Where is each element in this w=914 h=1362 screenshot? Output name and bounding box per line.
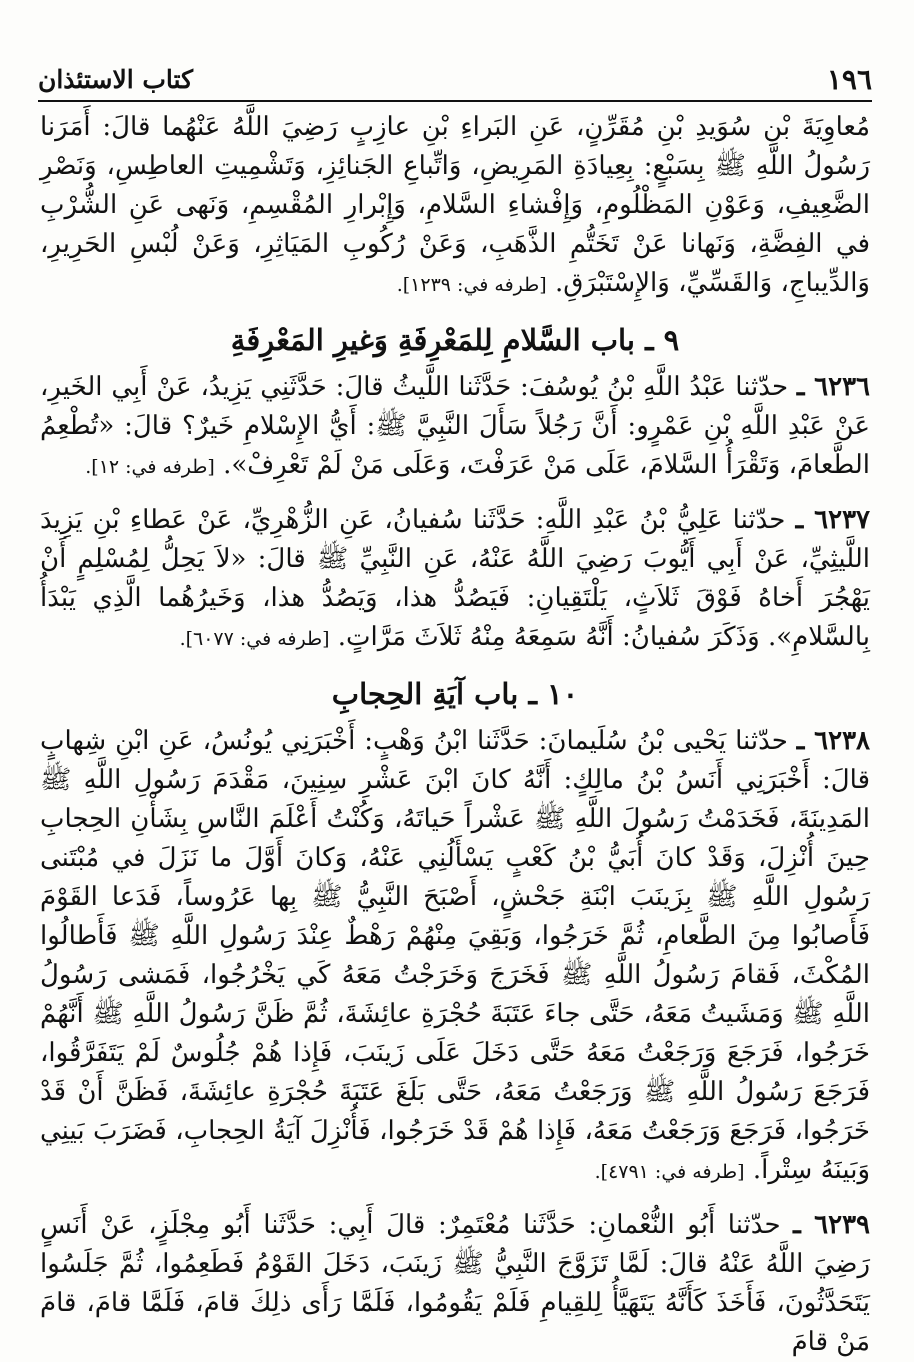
intro-text: مُعاوِيَةَ بْنِ سُوَيدِ بْنِ مُقَرِّنٍ، عَنِ البَراءِ بْنِ عازِبٍ رَضِيَ اللَّهُ عَنْهُما قالَ: أَمَرَنا رَسُولُ اللَّهِ ﷺ بِسَبْعٍ: بِعِيادَةِ المَرِيضِ، وَاتِّباعِ الجَنائِزِ، وَتَشْمِيتِ العاطِسِ، وَنَصْرِ الضَّعِيفِ، وَعَوْنِ المَظْلُومِ، وَإِفْشاءِ السَّلامِ، وَإِبْرارِ المُقْسِمِ، وَنَهى عَنِ الشُّرْبِ في الفِضَّةِ، وَنَهانا عَنْ تَخَتُّمِ الذَّهَبِ، وَعَنْ رُكُوبِ المَيَاثِرِ، وَعَنْ لُبْسِ الحَرِيرِ، وَالدِّيباجِ، وَالقَسِّيِّ، وَالإِسْتَبْرَقِ. [40, 112, 870, 298]
page-number: ١٩٦ [826, 63, 872, 96]
hadith-6238-text: حدّثنا يَحْيى بْنُ سُلَيمانَ: حَدَّثَنا ابْنُ وَهْبٍ: أَخْبَرَنِي يُونُسُ، عَنِ ابْنِ شِهابٍ قالَ: أَخْبَرَنِي أَنَسُ بْنُ مالِكٍ: أَنَّهُ كانَ ابْنَ عَشْرِ سِنِينَ، مَقْدَمَ رَسُولِ اللَّهِ ﷺ المَدِينَةَ، فَخَدَمْتُ رَسُولَ اللَّهِ ﷺ عَشْراً حَياتَهُ، وَكُنْتُ أَعْلَمَ النَّاسِ بِشَأْنِ الحِجابِ حِينَ أُنْزِلَ، وَقَدْ كانَ أُبَيُّ بْنُ كَعْبٍ يَسْأَلُنِي عَنْهُ، وَكانَ أَوَّلَ ما نَزَلَ في مُبْتَنى رَسُولِ اللَّهِ ﷺ بِزَينَبَ ابْنَةِ جَحْشٍ، أَصْبَحَ النَّبِيُّ ﷺ بِها عَرُوساً، فَدَعا القَوْمَ فَأَصابُوا مِنَ الطَّعامِ، ثُمَّ خَرَجُوا، وَبَقِيَ مِنْهُمْ رَهْطٌ عِنْدَ رَسُولِ اللَّهِ ﷺ فَأَطالُوا المُكْثَ، فَقامَ رَسُولُ اللَّهِ ﷺ فَخَرَجَ وَخَرَجْتُ مَعَهُ كَي يَخْرُجُوا، فَمَشى رَسُولُ اللَّهِ ﷺ وَمَشَيتُ مَعَهُ، حَتَّى جاءَ عَتَبَةَ حُجْرَةِ عائِشَةَ، ثُمَّ ظَنَّ رَسُولُ اللَّهِ ﷺ أَنَّهُمْ خَرَجُوا، فَرَجَعَ وَرَجَعْتُ مَعَهُ حَتَّى دَخَلَ عَلَى زَينَبَ، فَإِذا هُمْ جُلُوسٌ لَمْ يَتَفَرَّقُوا، فَرَجَعَ رَسُولُ اللَّهِ ﷺ وَرَجَعْتُ مَعَهُ، حَتَّى بَلَغَ عَتَبَةَ حُجْرَةِ عائِشَةَ، فَظَنَّ أَنْ قَدْ خَرَجُوا، فَرَجَعَ وَرَجَعْتُ مَعَهُ، فَإِذا هُمْ قَدْ خَرَجُوا، فَأُنْزِلَ آيَةُ الحِجابِ، فَضَرَبَ بَينِي وَبَينَهُ سِتْراً. [40, 726, 870, 1185]
book-title: كتاب الاستئذان [38, 65, 193, 94]
hadith-6238 [40, 722, 870, 1192]
hadith-6239-text: حدّثنا أَبُو النُّعْمانِ: حَدَّثَنا مُعْتَمِرٌ: قالَ أَبِي: حَدَّثَنا أَبُو مِجْلَزٍ، عَنْ أَنَسٍ رَضِيَ اللَّهُ عَنْهُ قالَ: لَمَّا تَزَوَّجَ النَّبِيُّ ﷺ زَينَبَ، دَخَلَ القَوْمُ فَطَعِمُوا، ثُمَّ جَلَسُوا يَتَحَدَّثُونَ، فَأَخَذَ كَأَنَّهُ يَتَهَيَّأُ لِلقِيامِ فَلَمْ يَقُومُوا، فَلَمَّا رَأَى ذلِكَ قامَ، فَلَمَّا قامَ، قامَ مَنْ قامَ [40, 1210, 870, 1357]
intro-reference: [طرفه في: ١٢٣٩]. [396, 274, 547, 296]
intro-paragraph [40, 108, 870, 305]
chapter-9-heading: ٩ ـ باب السَّلامِ لِلمَعْرِفَةِ وَغيرِ المَعْرِفَةِ [230, 323, 680, 357]
hadith-6237-text: حدّثنا عَلِيُّ بْنُ عَبْدِ اللَّهِ: حَدَّثَنا سُفيانُ، عَنِ الزُّهْرِيِّ، عَنْ عَطاءِ بْنِ يَزِيدَ اللَّيثِيِّ، عَنْ أَبِي أَيُّوبَ رَضِيَ اللَّهُ عَنْهُ، عَنِ النَّبِيِّ ﷺ قالَ: «لاَ يَحِلُّ لِمُسْلِمٍ أَنْ يَهْجُرَ أَخاهُ فَوْقَ ثَلاَثٍ، يَلْتَقِيانِ: فَيَصُدُّ هذا، وَيَصُدُّ هذا، وَخَيرُهُما الَّذِي يَبْدَأُ بِالسَّلامِ». وَذَكَرَ سُفيانُ: أَنَّهُ سَمِعَهُ مِنْهُ ثَلاَثَ مَرَّاتٍ. [40, 505, 870, 652]
hadith-6237-number: ٦٢٣٧ ـ [795, 505, 871, 535]
hadith-6239 [40, 1206, 870, 1362]
hadith-6238-reference: [طرفه في: ٤٧٩١]. [594, 1161, 745, 1183]
hadith-6238-number: ٦٢٣٨ ـ [796, 726, 871, 756]
hadith-6236-text: حدّثنا عَبْدُ اللَّهِ بْنُ يُوسُفَ: حَدَّثَنا اللَّيثُ قالَ: حَدَّثَنِي يَزِيدُ، عَنْ أَبِي الخَيرِ، عَنْ عَبْدِ اللَّهِ بْنِ عَمْرٍو: أَنَّ رَجُلاً سَأَلَ النَّبِيَّ ﷺ: أَيُّ الإِسْلامِ خَيرٌ؟ قالَ: «تُطْعِمُ الطَّعامَ، وَتَقْرَأُ السَّلامَ، عَلَى مَنْ عَرَفْتَ، وَعَلَى مَنْ لَمْ تَعْرِفْ». [40, 372, 870, 480]
chapter-10-heading: ١٠ ـ باب آيَةِ الحِجابِ [331, 677, 579, 711]
hadith-6237 [40, 501, 870, 659]
hadith-6236 [40, 368, 870, 487]
hadith-6239-number: ٦٢٣٩ ـ [793, 1210, 870, 1240]
page-body [40, 108, 870, 1362]
hadith-6236-reference: [طرفه في: ١٢]. [85, 456, 215, 478]
hadith-6237-reference: [طرفه في: ٦٠٧٧]. [179, 628, 330, 650]
page-header [38, 58, 872, 102]
hadith-6236-number: ٦٢٣٦ ـ [796, 372, 870, 402]
